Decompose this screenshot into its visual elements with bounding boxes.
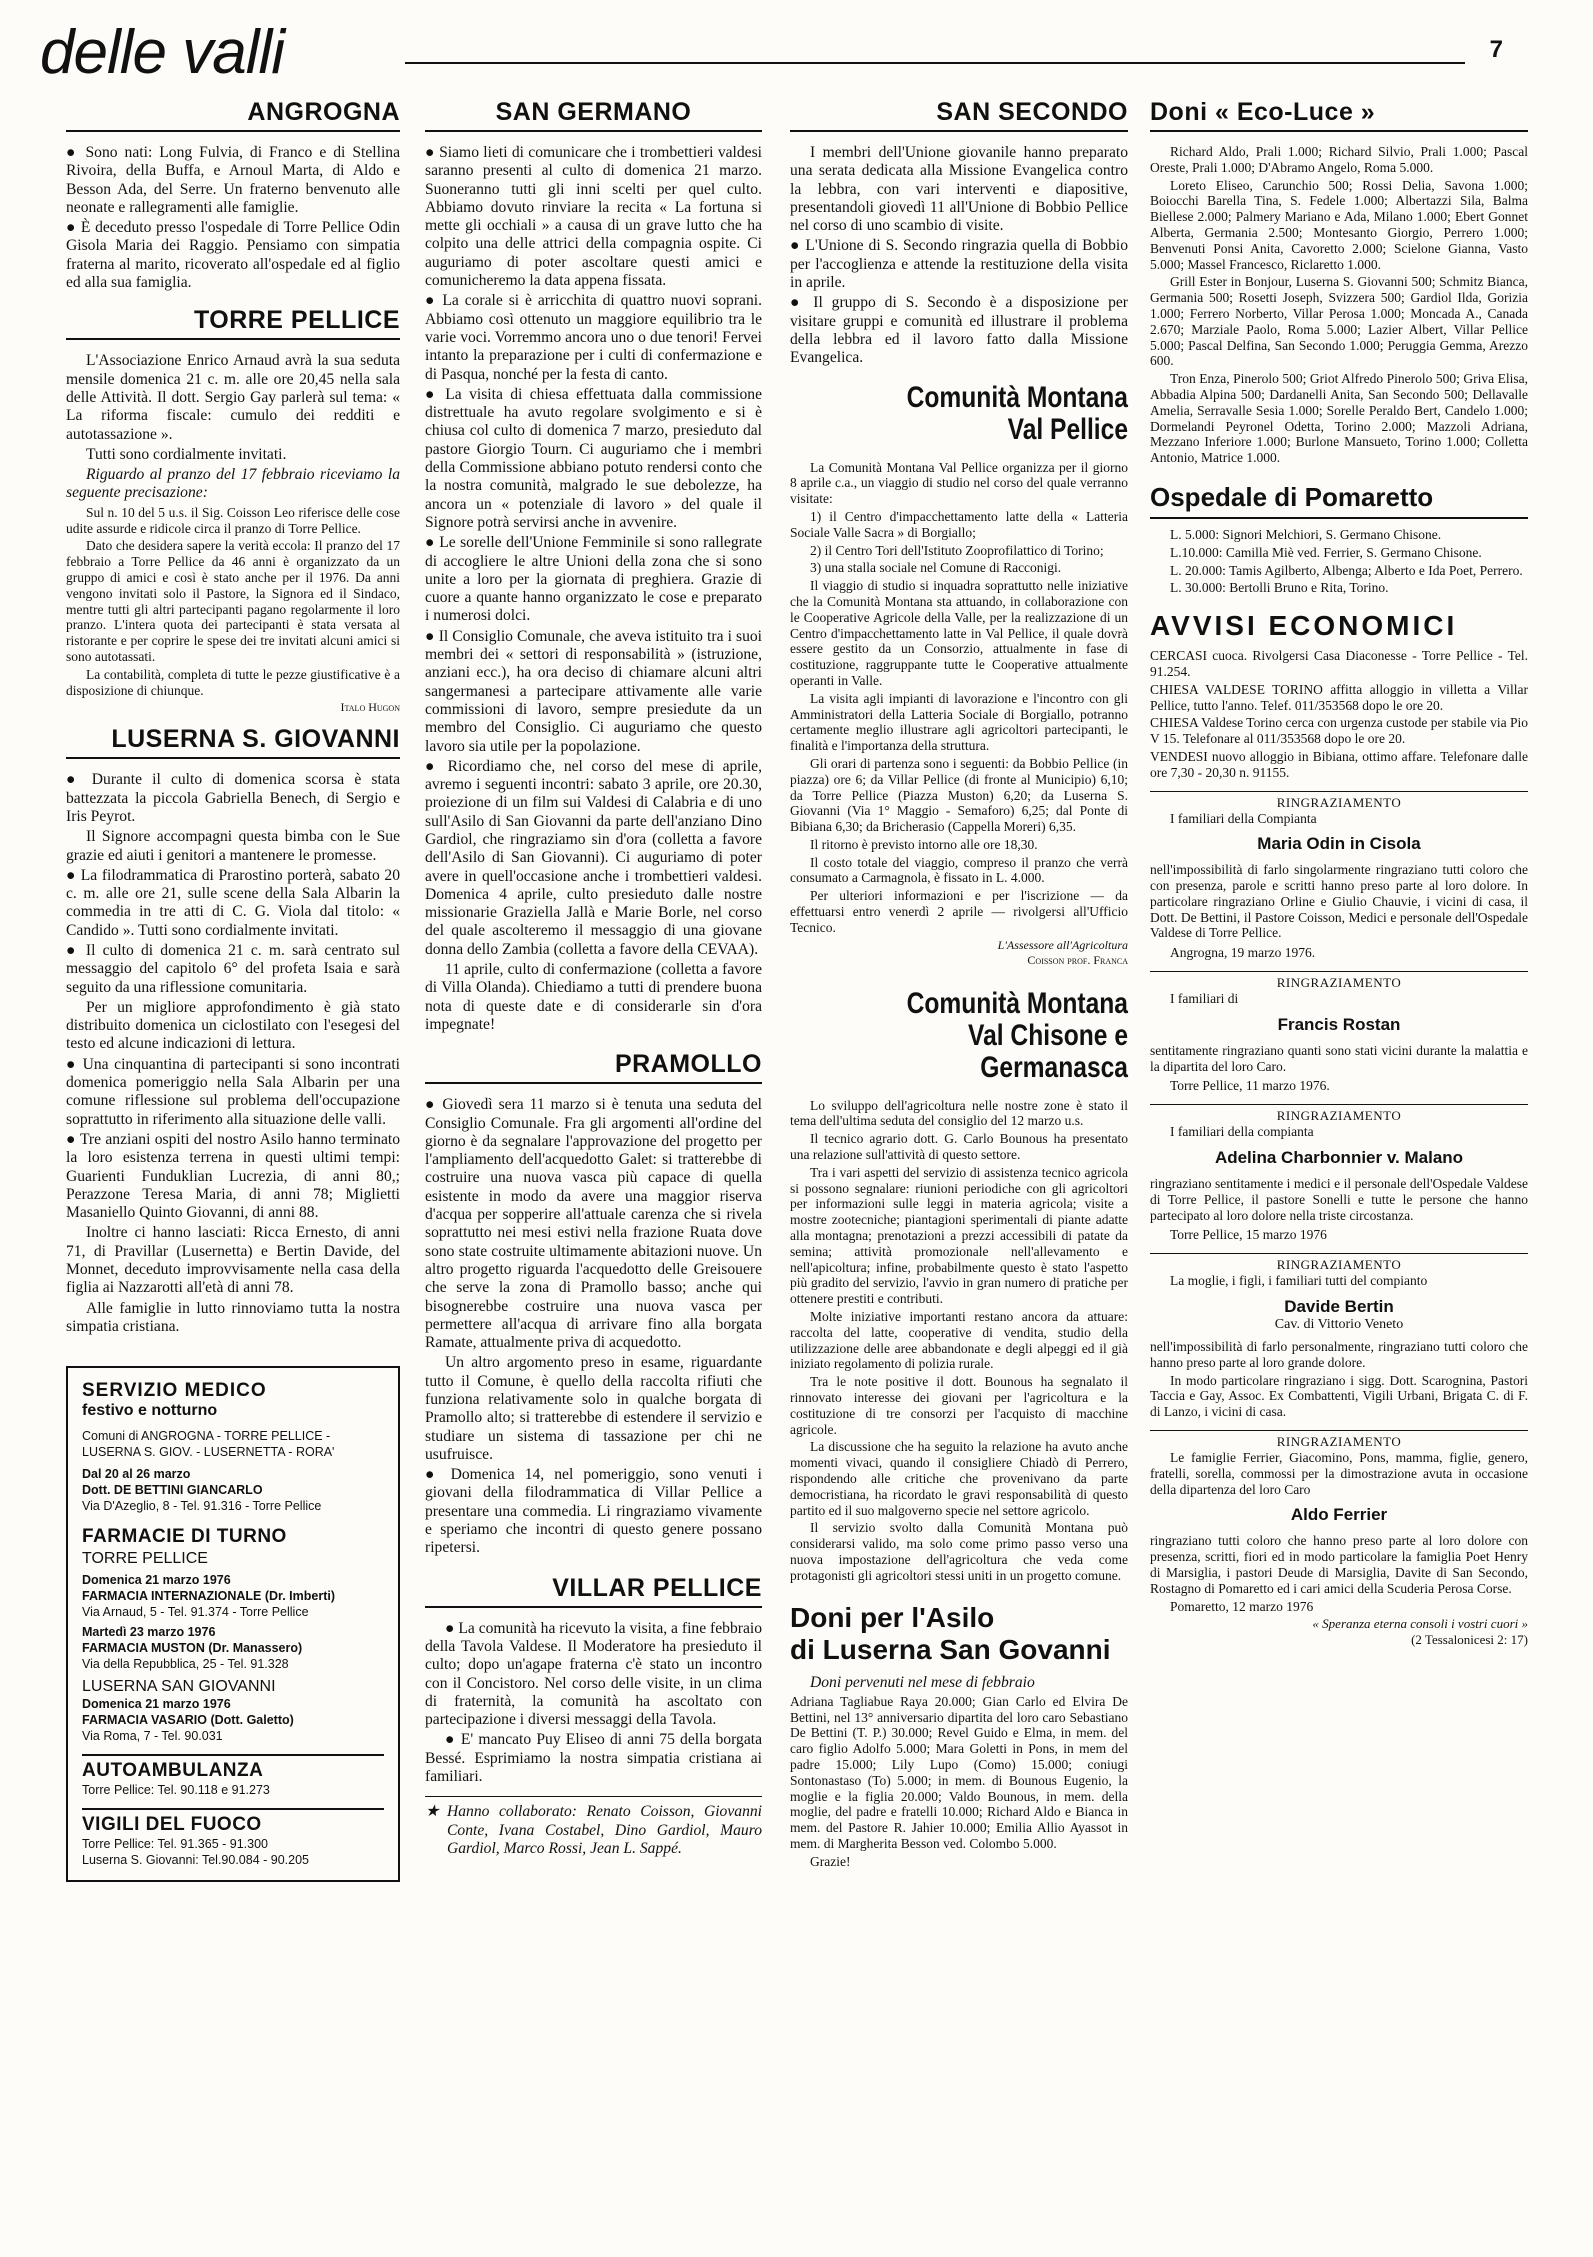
- masthead-title: delle valli: [40, 18, 285, 87]
- notice-date: Angrogna, 19 marzo 1976.: [1170, 945, 1316, 961]
- heading-line: di Luserna San Govanni: [790, 1633, 1111, 1665]
- section-heading: AVVISI ECONOMICI: [1150, 610, 1458, 642]
- signature: Italo Hugon: [340, 700, 400, 715]
- article-paragraph: ● Le sorelle dell'Unione Femminile si sono rallegrate di accogliere le altre Unioni della zona che si sono unite a loro per la giornata di preghiera. Grazie di cuore a quante hanno organizzato le cose e preparato i numerosi dolci.: [425, 534, 762, 625]
- article-paragraph: La visita agli impianti di lavorazione e l'incontro con gli Amministratori della Latteria Sociale di Borgiallo, potranno certamente meglio illustrare agli agricoltori partecipanti, le finalità e l'importanza della struttura.: [790, 690, 1128, 754]
- box-text: Domenica 21 marzo 1976: [82, 1697, 231, 1712]
- page-number: 7: [1489, 36, 1503, 63]
- column-1: [66, 92, 400, 1882]
- heading-line: Comunità Montana: [906, 380, 1128, 414]
- notice-date: Torre Pellice, 11 marzo 1976.: [1170, 1078, 1330, 1094]
- article-paragraph: ● Il gruppo di S. Secondo è a disposizione per visitare gruppi e comunità ed illustrare il problema della lebbra ed il lavoro fatto dalla Missione Evangelica.: [790, 294, 1128, 367]
- article-paragraph: L'Associazione Enrico Arnaud avrà la sua seduta mensile domenica 21 c. m. alle ore 20,45 nella sala delle Attività. Il dott. Sergio Gay parlerà sul tema: « La riforma fiscale: cumulo dei redditi e autotassazione ».: [66, 352, 400, 443]
- column-4: [1150, 92, 1528, 1648]
- notice-name: Maria Odin in Cisola: [1257, 834, 1421, 854]
- box-subheading: LUSERNA SAN GIOVANNI: [82, 1678, 276, 1696]
- article-paragraph: Adriana Tagliabue Raya 20.000; Gian Carlo ed Elvira De Bettini, nel 13° anniversario dipartita del loro caro Sebastiano De Bettini (T. P.) 30.000; Revel Guido e Elma, in mem. del caro figlio Adolfo 5.000; Mara Goletti in Pons, in mem del padre 15.000; Lily Lupo (Como) 15.000; coniugi Sontonastaso (To) 5.000; in mem. di Bounous Eugenio, la moglie e la figlia 20.000; Valdo Bounous, in mem. della moglie, del padre e fratelli 10.000; Richard Aldo e Bianca in mem. del Pastore R. Jahier 10.000; Emilia Allio Ayassot in mem. di Margherita Besson ved. Colombo 5.000.: [790, 1693, 1128, 1852]
- box-text: Comuni di ANGROGNA - TORRE PELLICE - LUSERNA S. GIOV. - LUSERNETTA - RORA': [82, 1429, 335, 1460]
- box-text: Dal 20 al 26 marzo: [82, 1467, 191, 1482]
- article-paragraph: ● La comunità ha ricevuto la visita, a fine febbraio della Tavola Valdese. Il Moderatore ha presieduto il culto; dopo un'agape fraterna c'è stato un incontro con il Concistoro. Nel corso delle visite, in un clima di fraternità, la comunità ha ascoltato con partecipazione i diversi messaggi della Tavola.: [425, 1619, 762, 1729]
- article-paragraph: ● L'Unione di S. Secondo ringrazia quella di Bobbio per l'accoglienza e attende la restituzione della visita in aprile.: [790, 237, 1128, 292]
- article-paragraph: Riguardo al pranzo del 17 febbraio riceviamo la seguente precisazione:: [66, 466, 400, 502]
- notice-body: ringraziano sentitamente i medici e il personale dell'Ospedale Valdese di Torre Pellice, il pastore Sonelli e tutte le persone che hanno partecipato al loro dolore nella triste circostanza.: [1150, 1176, 1528, 1223]
- article-paragraph: 3) una stalla sociale nel Comune di Racconigi.: [810, 560, 1062, 576]
- heading-line: Comunità Montana: [906, 986, 1128, 1020]
- article-paragraph: La contabilità, completa di tutte le pezze giustificative è a disposizione di chiunque.: [66, 666, 400, 698]
- article-paragraph: Per ulteriori informazioni e per l'iscrizione — da effettuarsi entro venerdì 2 aprile — rivolgersi all'Ufficio Tecnico.: [790, 888, 1128, 935]
- box-title: SERVIZIO MEDICO: [82, 1380, 267, 1402]
- article-paragraph: Richard Aldo, Prali 1.000; Richard Silvio, Prali 1.000; Pascal Oreste, Prali 1.000; D'Abramo Angelo, Roma 5.000.: [1150, 144, 1528, 175]
- article-paragraph: Il tecnico agrario dott. G. Carlo Bounous ha presentato una relazione sull'attività di questo settore.: [790, 1131, 1128, 1163]
- notice-heading: RINGRAZIAMENTO: [1150, 1104, 1528, 1124]
- collaborators-text: Hanno collaborato: Renato Coisson, Giovanni Conte, Ivana Costabel, Dino Gardiol, Mauro Gardiol, Marco Rossi, Jean L. Sappé.: [447, 1803, 762, 1857]
- article-paragraph: Grill Ester in Bonjour, Luserna S. Giovanni 500; Schmitz Bianca, Germania 500; Rosetti Joseph, Svizzera 500; Gardiol Ilda, Gorizia 1.000; Ferrero Norberto, Villar Perosa 1.000; Moncada A., Canada 2.670; Marziale Paolo, Roma 5.000; Lazier Albert, Villar Pellice 5.000; Pascal Delfina, San Secondo 1.000; Peruggia Gemma, Arezzo 600.: [1150, 274, 1528, 369]
- section-heading: [851, 382, 1128, 446]
- box-text: Torre Pellice: Tel. 90.118 e 91.273: [82, 1783, 270, 1798]
- box-divider: [82, 1808, 384, 1810]
- box-text: FARMACIA MUSTON (Dr. Manassero): [82, 1641, 303, 1656]
- article-paragraph: Sul n. 10 del 5 u.s. il Sig. Coisson Leo riferisce delle cose udite assurde e ridicole circa il pranzo di Torre Pellice.: [66, 504, 400, 536]
- article-paragraph: Tra le note positive il dott. Bounous ha segnalato il rinnovato interesse dei giovani per l'agricoltura e la costituzione di tre consorzi per l'acquisto di macchine agricole.: [790, 1374, 1128, 1437]
- box-text: Torre Pellice: Tel. 91.365 - 91.300: [82, 1837, 268, 1852]
- classified-ad: CHIESA VALDESE TORINO affitta alloggio in villetta a Villar Pellice, tutto l'anno. Telef. 011/353568 dopo le ore 20.: [1150, 681, 1528, 713]
- article-paragraph: Tra i vari aspetti del servizio di assistenza tecnico agricola si possono segnalare: riunioni periodiche con gli agricoltori per informazioni sulle leggi in materia agricola; visite a mostre zootecniche; piantagioni sperimentali di piante adatte alla montagna; prenotazioni a prezzi accessibili di patate da semina; attività promozionale nell'allevamento e nell'apicoltura; infine, probabilmente questo è stato l'aspetto più gradito del servizio, l'avvio in gran numero di pratiche per ottenere prestiti e contributi.: [790, 1164, 1128, 1307]
- section-heading: [790, 1602, 1128, 1666]
- notice-body: In modo particolare ringraziano i sigg. Dott. Scarognina, Pastori Taccia e Gay, Assoc. Ex Combattenti, Vigili Urbani, Brigata C. di F. di Lanzo, i vicini di casa.: [1150, 1372, 1528, 1420]
- donation-line: L. 5.000: Signori Melchiori, S. Germano Chisone.: [1170, 526, 1442, 542]
- article-paragraph: ● Una cinquantina di partecipanti si sono incontrati domenica pomeriggio nella Sala Albarin per una comune riflessione sul problema dell'occupazione soprattutto in riferimento alla situazione delle valli.: [66, 1055, 400, 1128]
- section-heading: ANGROGNA: [66, 98, 400, 132]
- article-paragraph: Un altro argomento preso in esame, riguardante tutto il Comune, è quello della raccolta rifiuti che funziona relativamente solo in qualche borgata di Pramollo alto; si tratterebbe di estendere il servizio e studiare un sistema di tassazione per chi ne usufruisce.: [425, 1354, 762, 1463]
- box-heading: FARMACIE DI TURNO: [82, 1526, 287, 1548]
- notice-date: Pomaretto, 12 marzo 1976: [1170, 1598, 1314, 1614]
- donation-line: L. 30.000: Bertolli Bruno e Rita, Torino.: [1170, 580, 1389, 596]
- article-paragraph: ● Domenica 14, nel pomeriggio, sono venuti i giovani della filodrammatica di Villar Pellice a presentare una commedia. Li ringraziamo vivamente e speriamo che incontri di questo genere possano ripetersi.: [425, 1466, 762, 1557]
- section-heading: LUSERNA S. GIOVANNI: [66, 725, 400, 759]
- article-subtitle: Doni pervenuti nel mese di febbraio: [810, 1673, 1035, 1691]
- heading-line: Doni per l'Asilo: [790, 1601, 995, 1633]
- article-paragraph: ● Giovedì sera 11 marzo si è tenuta una seduta del Consiglio Comunale. Fra gli argomenti all'ordine del giorno è da segnalare l'approvazione del progetto per l'ampliamento dell'acquedotto Galet: si tratterebbe di costruire una nuova vasca più capace di quella esistente in modo da avere una maggior riserva d'acqua per sopperire all'attuale carenza che si rivela soprattutto nei mesi estivi nella frazione Ruata dove sono state costruite ultimamente abitazioni nuove. Un altro progetto riguarda l'acquedotto delle Greisouere che serve la zona di Pramollo basso; anche qui bisognerebbe costruire una nuova vasca per permettere all'acqua di arrivare fino alla borgata Ramate, attualmente priva di acquedotto.: [425, 1096, 762, 1352]
- article-paragraph: Il servizio svolto dalla Comunità Montana può considerarsi valido, ma solo come primo passo verso una nuova impostazione dell'agricoltura che veda come protagonisti gli agricoltori stessi uniti in un progetto comune.: [790, 1520, 1128, 1583]
- box-divider: [82, 1754, 384, 1756]
- notice-name: Davide Bertin: [1284, 1297, 1394, 1317]
- notice-heading: RINGRAZIAMENTO: [1150, 1430, 1528, 1450]
- box-text: Via della Repubblica, 25 - Tel. 91.328: [82, 1657, 289, 1672]
- box-subtitle: festivo e notturno: [82, 1402, 218, 1420]
- article-paragraph: ● La filodrammatica di Prarostino porterà, sabato 20 c. m. alle ore 21, sulle scene della Sala Albarin la commedia in tre atti di C. G. Viola dal titolo: « Candido ». Tutti sono cordialmente invitati.: [66, 866, 400, 939]
- section-heading: Ospedale di Pomaretto: [1150, 482, 1528, 519]
- article-paragraph: Gli orari di partenza sono i seguenti: da Bobbio Pellice (in piazza) ore 6; da Villar Pellice (di fronte al Municipio) 6,10; da Torre Pellice (Piazza Muston) 6,20; da Luserna S. Giovanni (Via 1° Maggio - Semaforo) 6,25; dal Ponte di Bibiana 6,30; da Bricherasio (Cappella Moreri) 6,35.: [790, 755, 1128, 835]
- box-text: FARMACIA INTERNAZIONALE (Dr. Imberti): [82, 1589, 336, 1604]
- column-3: [790, 92, 1128, 1872]
- article-paragraph: ● E' mancato Puy Eliseo di anni 75 della borgata Bessé. Esprimiamo la nostra simpatia cristiana ai familiari.: [425, 1731, 762, 1786]
- article-paragraph: Tron Enza, Pinerolo 500; Griot Alfredo Pinerolo 500; Griva Elisa, Abbadia Alpina 500; Dardanelli Anita, San Secondo 500; Dellavalle Amelia, Serravalle Sesia 1.000; Sorelle Peraldo Bert, Candelo 1.000; Dormelandi Peyronel Odetta, Torino 2.000; Mazzoli Adriana, Mezzano Inferiore 1.000; Burlone Mansueto, Torino 1.000; Colletta Antonio, Matrice 1.000.: [1150, 371, 1528, 466]
- donation-line: L.10.000: Camilla Miè ved. Ferrier, S. Germano Chisone.: [1170, 544, 1482, 560]
- notice-name: Adelina Charbonnier v. Malano: [1214, 1148, 1464, 1168]
- box-text: Domenica 21 marzo 1976: [82, 1573, 231, 1588]
- notice-subname: Cav. di Vittorio Veneto: [1274, 1317, 1404, 1333]
- classified-ad: VENDESI nuovo alloggio in Bibiana, ottimo affare. Telefonare dalle ore 7,30 - 20,30 n. 91155.: [1150, 748, 1528, 780]
- box-heading: VIGILI DEL FUOCO: [82, 1814, 262, 1836]
- article-paragraph: Il viaggio di studio si inquadra soprattutto nelle iniziative che la Comunità Montana sta attuando, in collaborazione con le Cooperative Agricole della Valle, per la realizzazione di un Centro d'impacchettamento latte in Val Pellice, il quale dovrà essere gestito da un Consorzio, attualmente in fase di costituzione, raggruppante tutte le Cooperative attualmente operanti in Valle.: [790, 578, 1128, 688]
- article-paragraph: Lo sviluppo dell'agricoltura nelle nostre zone è stato il tema dell'ultima seduta del consiglio del 12 marzo u.s.: [790, 1097, 1128, 1129]
- article-paragraph: Dato che desidera sapere la verità eccola: Il pranzo del 17 febbraio a Torre Pellice da 46 anni è organizzato da un gruppo di amici e così è stato anche per il 1976. Da anni vengono invitati solo il Pastore, la Signora ed il Sindaco, mentre tutti gli altri partecipanti pagano regolarmente il loro pranzo. L'intera quota dei partecipanti è stata versata al ristorante e per coprire le spese dei tre invitati alcuni amici si sono autotassati.: [66, 538, 400, 664]
- article-paragraph: Tutti sono cordialmente invitati.: [86, 445, 287, 463]
- article-paragraph: Il costo totale del viaggio, compreso il pranzo che verrà consumato a Carmagnola, è fissato in L. 4.000.: [790, 854, 1128, 886]
- section-heading: Doni « Eco-Luce »: [1150, 98, 1528, 132]
- article-paragraph: Inoltre ci hanno lasciati: Ricca Ernesto, di anni 71, di Pravillar (Lusernetta) e Bertin Davide, del Monnet, deceduto improvvisamente nella casa della figlia ai Nazzarotti all'età di anni 78.: [66, 1224, 400, 1297]
- article-paragraph: La Comunità Montana Val Pellice organizza per il giorno 8 aprile c.a., un viaggio di studio nel corso del quale verranno visitate:: [790, 459, 1128, 507]
- article-paragraph: ● Siamo lieti di comunicare che i trombettieri valdesi saranno presenti al culto di domenica 21 marzo. Suoneranno tutti gli inni scelti per quel culto. Abbiamo dovuto rinviare la recita « La fortuna si mette gli occhiali » a causa di un grave lutto che ha colpito una delle attrici della compagnia ospite. Ci auguriamo di poter ascoltare questi amici e comunicheremo la data appena fissata.: [425, 144, 762, 290]
- notice-body: nell'impossibilità di farlo personalmente, ringraziano tutti coloro che hanno preso parte al loro grande dolore.: [1150, 1339, 1528, 1370]
- article-paragraph: Grazie!: [810, 1853, 851, 1869]
- section-heading: SAN GERMANO: [425, 98, 762, 132]
- notice-heading: RINGRAZIAMENTO: [1150, 1253, 1528, 1273]
- article-paragraph: ● La visita di chiesa effettuata dalla commissione distrettuale ha avuto regolare svolgimento e si è chiusa col culto di domenica 7 marzo, presieduto dal pastore Giorgio Tourn. Ci auguriamo che i membri della Commissione abbiano potuto rendersi conto che la nostra comunità, malgrado le sue debolezze, ha ancora un « potenziale di lavoro » del quale il Signore potrà servirsi anche in avvenire.: [425, 385, 762, 531]
- article-paragraph: Il ritorno è previsto intorno alle ore 18,30.: [810, 836, 1038, 852]
- article-paragraph: ● Il Consiglio Comunale, che aveva istituito tra i suoi membri dei « settori di responsabilità » (istruzione, anziani ecc.), ha ora deciso di chiamare alcuni altri sangermanesi a partecipare attivamente alle varie commissioni di lavoro, sempre presiedute da un membro del Consiglio. Ci auguriamo che questo lavoro sia utile per la popolazione.: [425, 627, 762, 755]
- collaborators-note: [425, 1803, 762, 1858]
- signature: Coisson prof. Franca: [1027, 952, 1128, 967]
- article-paragraph: ● Ricordiamo che, nel corso del mese di aprile, avremo i seguenti incontri: sabato 3 aprile, ore 20.30, proiezione di un film sui Valdesi di Calabria e di uno sull'Asilo di San Giovanni da parte dell'anziano Dino Gardiol, che ringraziamo sin d'ora (colletta a favore dell'Asilo di San Giovanni). Ci auguriamo di poter avere in quell'occasione anche i trombettieri valdesi. Domenica 4 aprile, culto presieduto dalle nostre missionarie Graziella Jallà e Marie Borle, nel corso del quale ascolteremo il messaggio di una giovane donna dello Zambia (colletta a favore della CEVAA).: [425, 757, 762, 958]
- article-paragraph: ● Durante il culto di domenica scorsa è stata battezzata la piccola Gabriella Benech, di Sergio e Iris Peyrot.: [66, 771, 400, 825]
- donation-line: L. 20.000: Tamis Agilberto, Albenga; Alberto e Ida Poet, Perrero.: [1170, 562, 1523, 578]
- article-paragraph: 11 aprile, culto di confermazione (colletta a favore di Villa Olanda). Chiediamo a tutti di prendere buona nota di queste date e di considerarle sin d'ora impegnate!: [425, 961, 762, 1033]
- notice-body: nell'impossibilità di farlo singolarmente ringraziano tutti coloro che con presenza, parole e scritti hanno preso parte al loro dolore. In particolare ringraziano Orline e Giulio Chauvie, i vicini di casa, il Dott. De Bettini, il Pastore Coisson, Medici e personale dell'Ospedale Valdese di Torre Pellice.: [1150, 862, 1528, 941]
- box-text: Via D'Azeglio, 8 - Tel. 91.316 - Torre Pellice: [82, 1499, 322, 1514]
- notice-intro: Le famiglie Ferrier, Giacomino, Pons, mamma, figlie, genero, fratelli, sorella, commossi per la dimostrazione avuta in occasione della dipartenza del loro Caro: [1150, 1450, 1528, 1497]
- box-text: Martedì 23 marzo 1976: [82, 1625, 216, 1640]
- section-heading: [851, 988, 1128, 1084]
- section-heading: VILLAR PELLICE: [425, 1574, 762, 1608]
- notice-date: Torre Pellice, 15 marzo 1976: [1170, 1227, 1327, 1243]
- section-heading: PRAMOLLO: [425, 1050, 762, 1084]
- article-paragraph: ● Tre anziani ospiti del nostro Asilo hanno terminato la loro esistenza terrena in questi ultimi tempi: Guarienti Funduklian Lucrezia, di anni 80,; Perazzone Teresa Maria, di anni 78; Miglietti Masaniello Quinto Giovanni, di anni 88.: [66, 1130, 400, 1222]
- article-paragraph: ● Il culto di domenica 21 c. m. sarà centrato sul messaggio del capitolo 6° del profeta Isaia e sarà seguito da una riflessione comunitaria.: [66, 941, 400, 996]
- article-paragraph: ● Sono nati: Long Fulvia, di Franco e di Stellina Rivoira, della Buffa, e Arnoul Marta, di Aldo e Besson Ada, del Serre. Un fraterno benvenuto alle neonate e rallegramenti alle famiglie.: [66, 144, 400, 216]
- article-paragraph: 1) il Centro d'impacchettamento latte della « Latteria Sociale Valle Sacra » di Borgiallo;: [790, 508, 1128, 540]
- heading-line: Val Pellice: [1007, 412, 1128, 446]
- article-paragraph: Alle famiglie in lutto rinnoviamo tutta la nostra simpatia cristiana.: [66, 1299, 400, 1335]
- notice-intro: I familiari della compianta: [1170, 1124, 1314, 1140]
- notice-heading: RINGRAZIAMENTO: [1150, 791, 1528, 811]
- section-heading: SAN SECONDO: [790, 98, 1128, 132]
- box-text: Luserna S. Giovanni: Tel.90.084 - 90.205: [82, 1853, 310, 1868]
- column-2: [425, 92, 762, 1860]
- medical-service-box: [66, 1366, 400, 1882]
- box-text: Via Arnaud, 5 - Tel. 91.374 - Torre Pellice: [82, 1605, 309, 1620]
- article-paragraph: Loreto Eliseo, Carunchio 500; Rossi Delia, Savona 1.000; Boiocchi Barella Tina, S. Fedele 1.000; Albertazzi Sila, Balma Biellese 2.000; Palmery Mariano e Ada, Milano 1.000; Ebert Gonnet Alberta, Germania 2.500; Montesanto Giorgio, Perrero 1.000; Benvenuti Ponsi Anita, Cavoretto 2.000; Scielone Gianna, Vasto 5.000; Massel Francesco, Riclaretto 1.000.: [1150, 177, 1528, 272]
- article-paragraph: ● La corale si è arricchita di quattro nuovi soprani. Abbiamo così ottenuto un maggiore equilibrio tra le varie voci. Vorremmo ancora uno o due tenori! Fervei intanto la preparazione per i culti di confermazione e di Pasqua, nonché per la festa di canto.: [425, 292, 762, 383]
- masthead-rule: [405, 62, 1465, 64]
- heading-line: Val Chisone e Germanasca: [968, 1018, 1128, 1084]
- box-text: Dott. DE BETTINI GIANCARLO: [82, 1483, 263, 1498]
- notice-heading: RINGRAZIAMENTO: [1150, 971, 1528, 991]
- article-paragraph: I membri dell'Unione giovanile hanno preparato una serata dedicata alla Missione Evangelica contro la lebbra, con vari interventi e diapositive, presentandoli giovedì 11 all'Unione di Bobbio Pellice nel corso di uno scambio di visite.: [790, 144, 1128, 235]
- notice-body: ringraziano tutti coloro che hanno preso parte al loro dolore con presenza, scritti, fiori ed in modo particolare la famiglia Poet Henry di Marsiglia, i pastori Deude di Marsiglia, Davite di San Secondo, Rostagno di Pomaretto ed i cari amici della Scuderia Perosa Corse.: [1150, 1533, 1528, 1596]
- box-subheading: TORRE PELLICE: [82, 1550, 208, 1568]
- bible-quote: « Speranza eterna consoli i vostri cuori »: [1312, 1616, 1528, 1632]
- divider: [425, 1796, 762, 1797]
- star-icon: ★: [425, 1803, 440, 1821]
- notice-name: Francis Rostan: [1277, 1014, 1401, 1034]
- classified-ad: CERCASI cuoca. Rivolgersi Casa Diaconesse - Torre Pellice - Tel. 91.254.: [1150, 648, 1528, 679]
- article-paragraph: Molte iniziative importanti restano ancora da attuare: raccolta del latte, cooperative di vendita, studio della utilizzazione delle aree abbandonate e degli alpeggi ed il già iniziato regolamento di polizia rurale.: [790, 1309, 1128, 1372]
- section-heading: TORRE PELLICE: [66, 306, 400, 340]
- signature: L'Assessore all'Agricoltura: [997, 937, 1128, 952]
- article-paragraph: 2) il Centro Tori dell'Istituto Zooprofilattico di Torino;: [810, 542, 1104, 558]
- notice-body: sentitamente ringraziano quanti sono stati vicini durante la malattia e la dipartita del loro Caro.: [1150, 1042, 1528, 1074]
- article-paragraph: ● È deceduto presso l'ospedale di Torre Pellice Odin Gisola Maria dei Raggio. Pensiamo con simpatia fraterna al marito, ricoverato all'ospedale ed al figlio ed alla sua famiglia.: [66, 219, 400, 292]
- box-heading: AUTOAMBULANZA: [82, 1760, 264, 1782]
- bible-reference: (2 Tessalonicesi 2: 17): [1411, 1632, 1528, 1648]
- article-paragraph: La discussione che ha seguito la relazione ha avuto anche momenti vivaci, quando il consigliere Chiadò di Perrero, rispondendo alle critiche che provenivano da parte democristiana, ha ricordato le gravi responsabilità di questo partito ed il suo malgoverno specie nel settore agricolo.: [790, 1439, 1128, 1518]
- article-paragraph: Il Signore accompagni questa bimba con le Sue grazie ed aiuti i genitori a mantenere le promesse.: [66, 828, 400, 864]
- article-paragraph: Per un migliore approfondimento è già stato distribuito domenica un ciclostilato con l'esegesi del testo ed alcune indicazioni di lettura.: [66, 998, 400, 1053]
- notice-intro: I familiari di: [1170, 991, 1239, 1007]
- box-text: FARMACIA VASARIO (Dott. Galetto): [82, 1713, 294, 1728]
- notice-intro: La moglie, i figli, i familiari tutti del compianto: [1170, 1273, 1428, 1289]
- notice-name: Aldo Ferrier: [1290, 1505, 1388, 1525]
- classified-ad: CHIESA Valdese Torino cerca con urgenza custode per stabile via Pio V 15. Telefonare al 011/353568 dopo le ore 20.: [1150, 715, 1528, 747]
- box-text: Via Roma, 7 - Tel. 90.031: [82, 1729, 223, 1744]
- notice-intro: I familiari della Compianta: [1170, 810, 1317, 826]
